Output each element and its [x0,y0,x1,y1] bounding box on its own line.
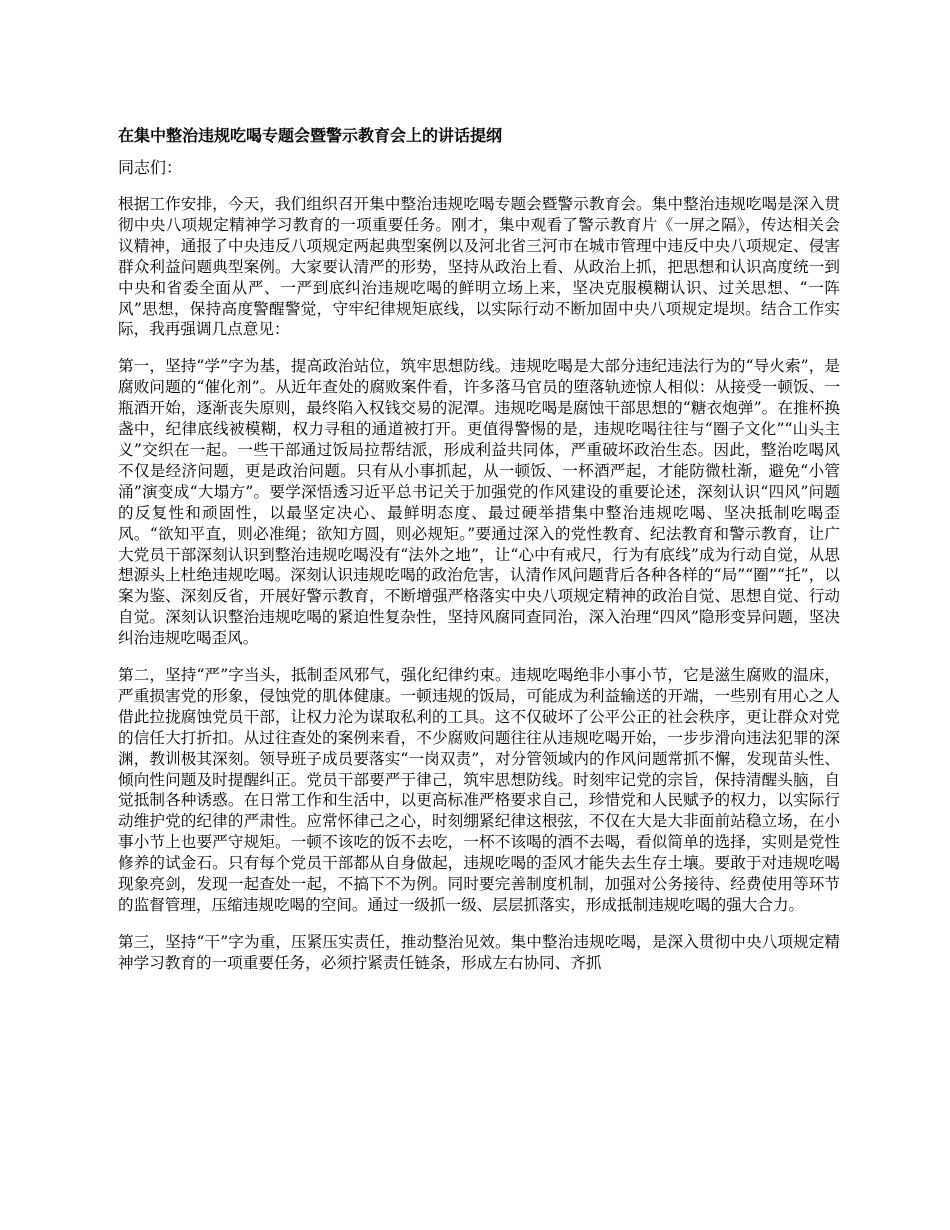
document-title: 在集中整治违规吃喝专题会暨警示教育会上的讲话提纲 [118,126,503,145]
document-page [118,126,840,990]
paragraph-second-point: 第二，坚持“严”字当头，抵制歪风邪气，强化纪律约束。违规吃喝绝非小事小节，它是滋生腐败的温床，严重损害党的形象，侵蚀党的肌体健康。一顿违规的饭局，可能成为利益输送的开端，一些别有用心之人借此拉拢腐蚀党员干部，让权力沦为谋取私利的工具。这不仅破坏了公平公正的社会秩序，更让群众对党的信任大打折扣。从过往查处的案例来看，不少腐败问题往往从违规吃喝开始，一步步滑向违法犯罪的深渊，教训极其深刻。领导班子成员要落实“一岗双责”，对分管领域内的作风问题常抓不懈，发现苗头性、倾向性问题及时提醒纠正。党员干部要严于律己，筑牢思想防线。时刻牢记党的宗旨，保持清醒头脑，自觉抵制各种诱惑。在日常工作和生活中，以更高标准严格要求自己，珍惜党和人民赋予的权力，以实际行动维护党的纪律的严肃性。应常怀律己之心，时刻绷紧纪律这根弦，不仅在大是大非面前站稳立场，在小事小节上也要严守规矩。一顿不该吃的饭不去吃，一杯不该喝的酒不去喝，看似简单的选择，实则是党性修养的试金石。只有每个党员干部都从自身做起，违规吃喝的歪风才能失去生存土壤。要敢于对违规吃喝现象亮剑，发现一起查处一起，不搞下不为例。同时要完善制度机制，加强对公务接待、经费使用等环节的监督管理，压缩违规吃喝的空间。通过一级抓一级、层层抓落实，形成抵制违规吃喝的强大合力。 [118,666,840,914]
paragraph-first-point: 第一，坚持“学”字为基，提高政治站位，筑牢思想防线。违规吃喝是大部分违纪违法行为的“导火索”，是腐败问题的“催化剂”。从近年查处的腐败案件看，许多落马官员的堕落轨迹惊人相似：从接受一顿饭、一瓶酒开始，逐渐丧失原则，最终陷入权钱交易的泥潭。违规吃喝是腐蚀干部思想的“糖衣炮弹”。在推杯换盏中，纪律底线被模糊，权力寻租的通道被打开。更值得警惕的是，违规吃喝往往与“圈子文化”“山头主义”交织在一起。一些干部通过饭局拉帮结派，形成利益共同体，严重破坏政治生态。因此，整治吃喝风不仅是经济问题，更是政治问题。只有从小事抓起，从一顿饭、一杯酒严起，才能防微杜渐，避免“小管涌”演变成“大塌方”。要学深悟透习近平总书记关于加强党的作风建设的重要论述，深刻认识“四风”问题的反复性和顽固性，以最坚定决心、最鲜明态度、最过硬举措集中整治违规吃喝、坚决抵制吃喝歪风。“欲知平直，则必准绳；欲知方圆，则必规矩。”要通过深入的党性教育、纪法教育和警示教育，让广大党员干部深刻认识到整治违规吃喝没有“法外之地”，让“心中有戒尺，行为有底线”成为行动自觉，从思想源头上杜绝违规吃喝。深刻认识违规吃喝的政治危害，认清作风问题背后各种各样的“局”“圈”“托”，以案为鉴、深刻反省，开展好警示教育，不断增强严格落实中央八项规定精神的政治自觉、思想自觉、行动自觉。深刻认识整治违规吃喝的紧迫性复杂性，坚持风腐同查同治，深入治理“四风”隐形变异问题，坚决纠治违规吃喝歪风。 [118,357,840,648]
paragraph-third-point: 第三，坚持“干”字为重，压紧压实责任，推动整治见效。集中整治违规吃喝，是深入贯彻中央八项规定精神学习教育的一项重要任务，必须拧紧责任链条，形成左右协同、齐抓 [118,932,840,972]
greeting: 同志们： [118,158,183,177]
paragraph-intro: 根据工作安排，今天，我们组织召开集中整治违规吃喝专题会暨警示教育会。集中整治违规吃喝是深入贯彻中央八项规定精神学习教育的一项重要任务。刚才，集中观看了警示教育片《一屏之隔》，传达相关会议精神，通报了中央违反八项规定两起典型案例以及河北省三河市在城市管理中违反中央八项规定、侵害群众利益问题典型案例。大家要认清严的形势，坚持从政治上看、从政治上抓，把思想和认识高度统一到中央和省委全面从严、一严到底纠治违规吃喝的鲜明立场上来，坚决克服模糊认识、过关思想、“一阵风”思想，保持高度警醒警觉，守牢纪律规矩底线，以实际行动不断加固中央八项规定堤坝。结合工作实际，我再强调几点意见： [118,195,840,339]
